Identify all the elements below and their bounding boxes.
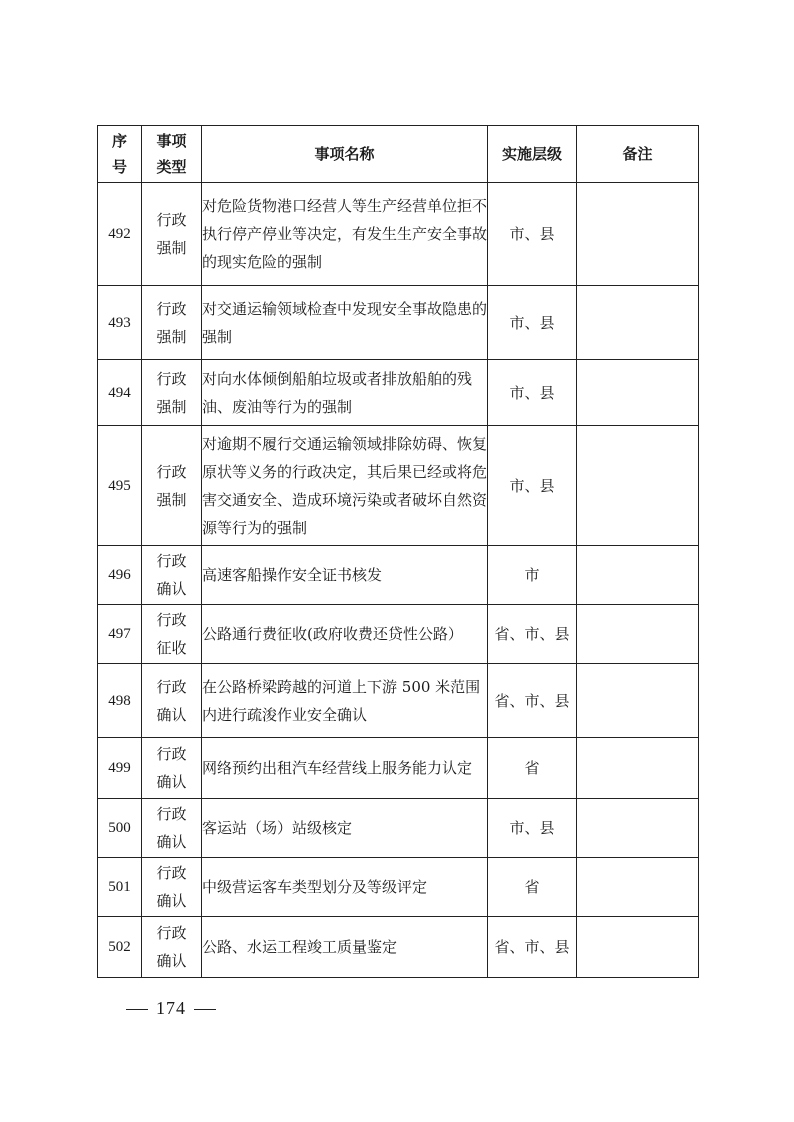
row-type-part: 行政 bbox=[156, 677, 187, 696]
row-type-part: 强制 bbox=[156, 239, 187, 257]
row-type-part: 确认 bbox=[156, 705, 187, 724]
row-type-part: 行政 bbox=[156, 745, 187, 763]
table-row bbox=[98, 605, 699, 664]
table-row bbox=[98, 664, 699, 738]
header-row bbox=[98, 126, 699, 183]
row-type bbox=[142, 799, 202, 858]
row-name: 高速客船操作安全证书核发 bbox=[202, 546, 488, 605]
row-type bbox=[142, 738, 202, 799]
row-name: 在公路桥梁跨越的河道上下游 500 米范围内进行疏浚作业安全确认 bbox=[202, 664, 488, 738]
row-type bbox=[142, 360, 202, 426]
row-type-part: 征收 bbox=[156, 639, 187, 657]
page-number: 174 bbox=[156, 998, 186, 1018]
row-type-part: 强制 bbox=[156, 397, 187, 416]
row-type bbox=[142, 664, 202, 738]
table-row bbox=[98, 799, 699, 858]
row-note bbox=[577, 917, 699, 978]
table-row bbox=[98, 183, 699, 286]
header-name: 事项名称 bbox=[202, 126, 488, 183]
row-name: 对交通运输领域检查中发现安全事故隐患的强制 bbox=[202, 286, 488, 360]
row-level: 省、市、县 bbox=[488, 664, 577, 738]
table-row bbox=[98, 360, 699, 426]
row-type-part: 行政 bbox=[156, 462, 187, 481]
row-type-part: 行政 bbox=[156, 805, 187, 823]
row-note bbox=[577, 738, 699, 799]
row-level: 省 bbox=[488, 858, 577, 917]
row-note bbox=[577, 546, 699, 605]
row-type-part: 确认 bbox=[156, 892, 187, 910]
row-type bbox=[142, 546, 202, 605]
row-type-part: 行政 bbox=[156, 924, 187, 942]
row-name: 客运站（场）站级核定 bbox=[202, 799, 488, 858]
row-number: 493 bbox=[98, 286, 142, 360]
footer-dash-left bbox=[126, 1009, 148, 1010]
row-name: 对向水体倾倒船舶垃圾或者排放船舶的残油、废油等行为的强制 bbox=[202, 360, 488, 426]
row-type bbox=[142, 286, 202, 360]
row-type bbox=[142, 183, 202, 286]
row-number: 502 bbox=[98, 917, 142, 978]
row-type-part: 行政 bbox=[156, 211, 187, 229]
row-type bbox=[142, 917, 202, 978]
row-type bbox=[142, 605, 202, 664]
row-level: 市、县 bbox=[488, 426, 577, 546]
row-number: 499 bbox=[98, 738, 142, 799]
header-num: 序 号 bbox=[98, 126, 142, 183]
row-number: 501 bbox=[98, 858, 142, 917]
table-row bbox=[98, 426, 699, 546]
row-note bbox=[577, 286, 699, 360]
row-type bbox=[142, 858, 202, 917]
row-note bbox=[577, 664, 699, 738]
table-row bbox=[98, 738, 699, 799]
row-number: 492 bbox=[98, 183, 142, 286]
row-level: 省、市、县 bbox=[488, 605, 577, 664]
row-name: 公路、水运工程竣工质量鉴定 bbox=[202, 917, 488, 978]
row-name: 网络预约出租汽车经营线上服务能力认定 bbox=[202, 738, 488, 799]
table-row bbox=[98, 286, 699, 360]
footer-dash-right bbox=[194, 1009, 216, 1010]
row-note bbox=[577, 360, 699, 426]
row-type-part: 确认 bbox=[156, 952, 187, 970]
row-type-part: 行政 bbox=[156, 299, 187, 318]
row-number: 496 bbox=[98, 546, 142, 605]
row-type-part: 行政 bbox=[156, 864, 187, 882]
table-row bbox=[98, 546, 699, 605]
row-type-part: 确认 bbox=[156, 773, 187, 791]
row-type-part: 行政 bbox=[156, 611, 187, 629]
row-number: 500 bbox=[98, 799, 142, 858]
matters-table bbox=[97, 125, 699, 978]
row-type-part: 行政 bbox=[156, 552, 187, 570]
header-level: 实施层级 bbox=[488, 126, 577, 183]
row-number: 498 bbox=[98, 664, 142, 738]
row-level: 省、市、县 bbox=[488, 917, 577, 978]
row-name: 中级营运客车类型划分及等级评定 bbox=[202, 858, 488, 917]
row-name: 对危险货物港口经营人等生产经营单位拒不执行停产停业等决定，有发生生产安全事故的现实危险的强制 bbox=[202, 183, 488, 286]
row-type-part: 确认 bbox=[156, 580, 187, 598]
row-note bbox=[577, 605, 699, 664]
row-type-part: 强制 bbox=[156, 327, 187, 346]
row-level: 省 bbox=[488, 738, 577, 799]
row-level: 市、县 bbox=[488, 183, 577, 286]
table-row bbox=[98, 917, 699, 978]
row-number: 494 bbox=[98, 360, 142, 426]
row-type bbox=[142, 426, 202, 546]
row-name: 公路通行费征收(政府收费还贷性公路） bbox=[202, 605, 488, 664]
table-row bbox=[98, 858, 699, 917]
row-type-part: 行政 bbox=[156, 369, 187, 388]
row-level: 市、县 bbox=[488, 799, 577, 858]
header-note: 备注 bbox=[577, 126, 699, 183]
row-note bbox=[577, 183, 699, 286]
row-number: 497 bbox=[98, 605, 142, 664]
row-note bbox=[577, 799, 699, 858]
row-level: 市、县 bbox=[488, 360, 577, 426]
row-level: 市、县 bbox=[488, 286, 577, 360]
page-footer bbox=[118, 998, 224, 1019]
row-note bbox=[577, 858, 699, 917]
row-number: 495 bbox=[98, 426, 142, 546]
row-name: 对逾期不履行交通运输领域排除妨碍、恢复原状等义务的行政决定，其后果已经或将危害交通安全、造成环境污染或者破坏自然资源等行为的强制 bbox=[202, 426, 488, 546]
row-type-part: 强制 bbox=[156, 490, 187, 509]
header-type: 事项 类型 bbox=[142, 126, 202, 183]
row-type-part: 确认 bbox=[156, 833, 187, 851]
row-note bbox=[577, 426, 699, 546]
row-level: 市 bbox=[488, 546, 577, 605]
